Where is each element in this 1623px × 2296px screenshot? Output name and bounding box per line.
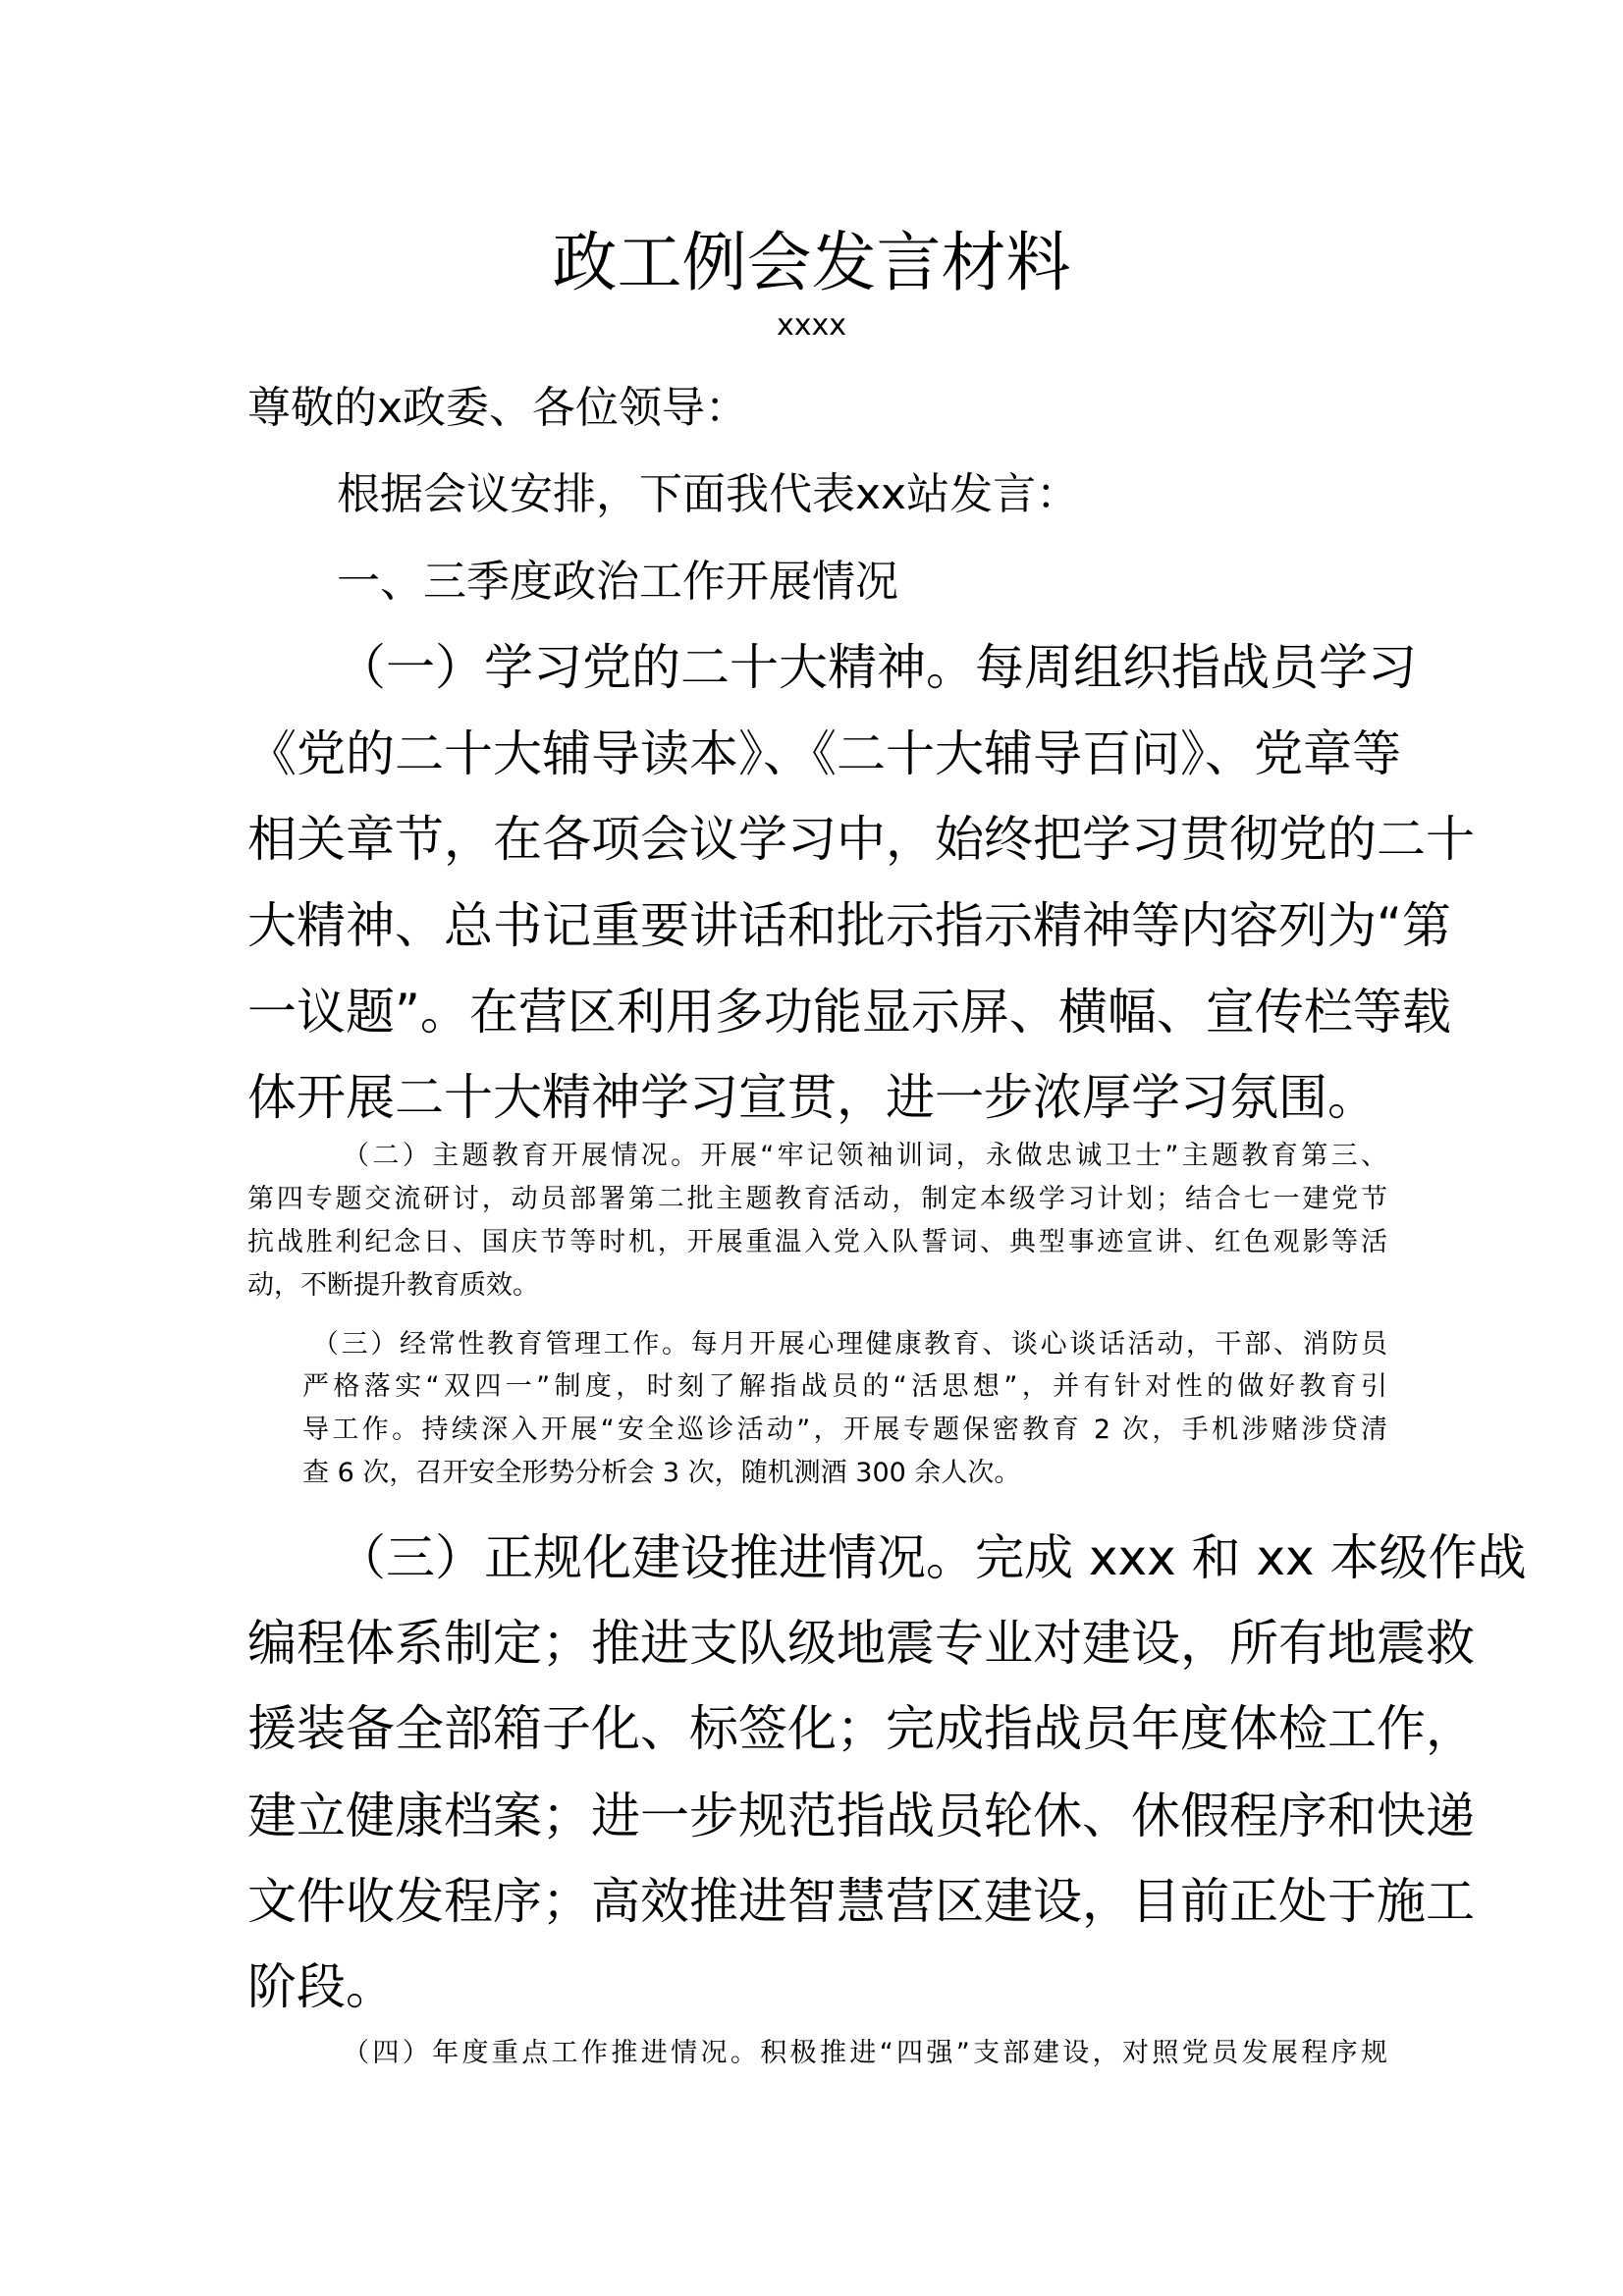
text-line: 动，不断提升教育质效。: [247, 1270, 539, 1301]
greeting: 尊敬的x政委、各位领导：: [247, 383, 749, 433]
text-line: 《党的二十大辅导读本》、《二十大辅导百问》、党章等: [247, 725, 1401, 782]
text-line: 大精神、总书记重要讲话和批示指示精神等内容列为“第: [247, 897, 1451, 954]
text-line: 导工作。持续深入开展“安全巡诊活动”，开展专题保密教育 2 次，手机涉赌涉贷清: [302, 1415, 1387, 1445]
text-line: 严格落实“双四一”制度，时刻了解指战员的“活思想”，并有针对性的做好教育引: [302, 1371, 1387, 1402]
text-line: （三）正规化建设推进情况。完成 xxx 和 xx 本级作战: [337, 1529, 1527, 1586]
text-line: 相关章节，在各项会议学习中，始终把学习贯彻党的二十: [247, 811, 1475, 868]
text-line: （三）经常性教育管理工作。每月开展心理健康教育、谈心谈话活动，干部、消防员: [312, 1329, 1387, 1360]
section-heading: 一、三季度政治工作开展情况: [337, 557, 898, 607]
text-line: 阶段。: [247, 1958, 395, 2015]
text-line: （二）主题教育开展情况。开展“牢记领袖训词，永做忠诚卫士”主题教育第三、: [343, 1141, 1387, 1171]
text-line: 第四专题交流研讨，动员部署第二批主题教育活动，制定本级学习计划；结合七一建党节: [247, 1184, 1387, 1214]
text-line: 查 6 次，召开安全形势分析会 3 次，随机测酒 300 余人次。: [302, 1458, 1021, 1488]
text-line: 援装备全部箱子化、标签化；完成指战员年度体检工作，: [247, 1700, 1475, 1757]
text-line: 编程体系制定；推进支队级地震专业对建设，所有地震救: [247, 1615, 1475, 1672]
author: xxxx: [776, 308, 846, 343]
text-line: 抗战胜利纪念日、国庆节等时机，开展重温入党入队誓词、典型事迹宣讲、红色观影等活: [247, 1227, 1387, 1257]
page-title: 政工例会发言材料: [552, 225, 1071, 300]
intro: 根据会议安排，下面我代表xx站发言：: [337, 469, 1080, 519]
text-line: （一）学习党的二十大精神。每周组织指战员学习: [337, 639, 1417, 696]
text-line: 体开展二十大精神学习宣贯，进一步浓厚学习氛围。: [247, 1069, 1377, 1126]
text-line: 一议题”。在营区利用多功能显示屏、横幅、宣传栏等载: [247, 984, 1451, 1041]
text-line: 建立健康档案；进一步规范指战员轮休、休假程序和快递: [247, 1788, 1475, 1844]
text-line: （四）年度重点工作推进情况。积极推进“四强”支部建设，对照党员发展程序规: [343, 2038, 1387, 2068]
text-line: 文件收发程序；高效推进智慧营区建设，目前正处于施工: [247, 1873, 1475, 1930]
